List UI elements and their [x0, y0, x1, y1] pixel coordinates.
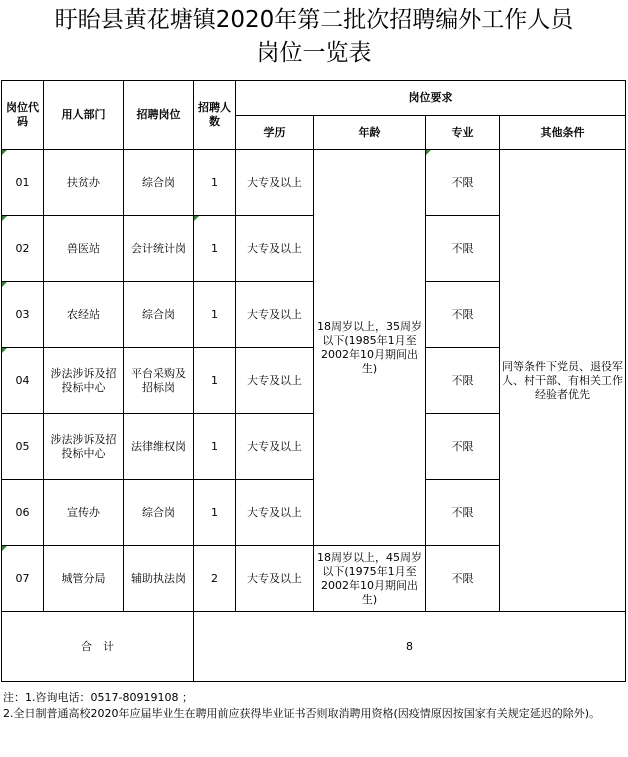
cell-post: 法律维权岗 [124, 414, 194, 480]
cell-post: 辅助执法岗 [124, 546, 194, 612]
cell-post: 综合岗 [124, 480, 194, 546]
header-requirements: 岗位要求 [236, 81, 626, 116]
cell-code: 07 [2, 546, 44, 612]
cell-post: 会计统计岗 [124, 216, 194, 282]
page-title [0, 4, 628, 70]
cell-count: 2 [194, 546, 236, 612]
cell-dept: 兽医站 [44, 216, 124, 282]
cell-code: 01 [2, 150, 44, 216]
header-education: 学历 [236, 116, 314, 150]
cell-dept: 涉法涉诉及招投标中心 [44, 414, 124, 480]
cell-major: 不限 [426, 150, 500, 216]
cell-education: 大专及以上 [236, 150, 314, 216]
cell-dept: 农经站 [44, 282, 124, 348]
header-count: 招聘人数 [194, 81, 236, 150]
cell-dept: 扶贫办 [44, 150, 124, 216]
cell-count: 1 [194, 150, 236, 216]
cell-major: 不限 [426, 480, 500, 546]
cell-code: 04 [2, 348, 44, 414]
cell-major: 不限 [426, 414, 500, 480]
header-code: 岗位代码 [2, 81, 44, 150]
title-line-2: 岗位一览表 [256, 40, 372, 66]
cell-count: 1 [194, 216, 236, 282]
table-row [2, 150, 626, 216]
total-row [2, 612, 626, 682]
cell-education: 大专及以上 [236, 348, 314, 414]
cell-major: 不限 [426, 546, 500, 612]
total-value: 8 [194, 612, 626, 682]
cell-education: 大专及以上 [236, 480, 314, 546]
header-dept: 用人部门 [44, 81, 124, 150]
cell-education: 大专及以上 [236, 282, 314, 348]
cell-count: 1 [194, 282, 236, 348]
notes [3, 690, 623, 722]
cell-education: 大专及以上 [236, 546, 314, 612]
cell-other-conditions: 同等条件下党员、退役军人、村干部、有相关工作经验者优先 [500, 150, 626, 612]
header-other: 其他条件 [500, 116, 626, 150]
header-major: 专业 [426, 116, 500, 150]
total-label: 合 计 [2, 612, 194, 682]
cell-dept: 城管分局 [44, 546, 124, 612]
cell-major: 不限 [426, 348, 500, 414]
cell-code: 02 [2, 216, 44, 282]
cell-education: 大专及以上 [236, 216, 314, 282]
cell-age-group-2: 18周岁以上，45周岁以下(1975年1月至2002年10月期间出生) [314, 546, 426, 612]
header-post: 招聘岗位 [124, 81, 194, 150]
cell-post: 综合岗 [124, 282, 194, 348]
cell-code: 03 [2, 282, 44, 348]
cell-code: 05 [2, 414, 44, 480]
cell-dept: 宣传办 [44, 480, 124, 546]
header-age: 年龄 [314, 116, 426, 150]
note-line-1: 注：1.咨询电话：0517-80919108 ； [3, 691, 193, 704]
cell-major: 不限 [426, 216, 500, 282]
cell-post: 综合岗 [124, 150, 194, 216]
title-line-1: 盱眙县黄花塘镇2020年第二批次招聘编外工作人员 [54, 7, 574, 33]
cell-dept: 涉法涉诉及招投标中心 [44, 348, 124, 414]
cell-education: 大专及以上 [236, 414, 314, 480]
note-line-2: 2.全日制普通高校2020年应届毕业生在聘用前应获得毕业证书否则取消聘用资格(因疫情原因按国家有关规定延迟的除外)。 [3, 707, 601, 720]
cell-count: 1 [194, 348, 236, 414]
cell-count: 1 [194, 414, 236, 480]
cell-count: 1 [194, 480, 236, 546]
cell-major: 不限 [426, 282, 500, 348]
cell-post: 平台采购及招标岗 [124, 348, 194, 414]
cell-age-group-1: 18周岁以上，35周岁以下(1985年1月至2002年10月期间出生) [314, 150, 426, 546]
cell-code: 06 [2, 480, 44, 546]
positions-table [1, 80, 626, 682]
